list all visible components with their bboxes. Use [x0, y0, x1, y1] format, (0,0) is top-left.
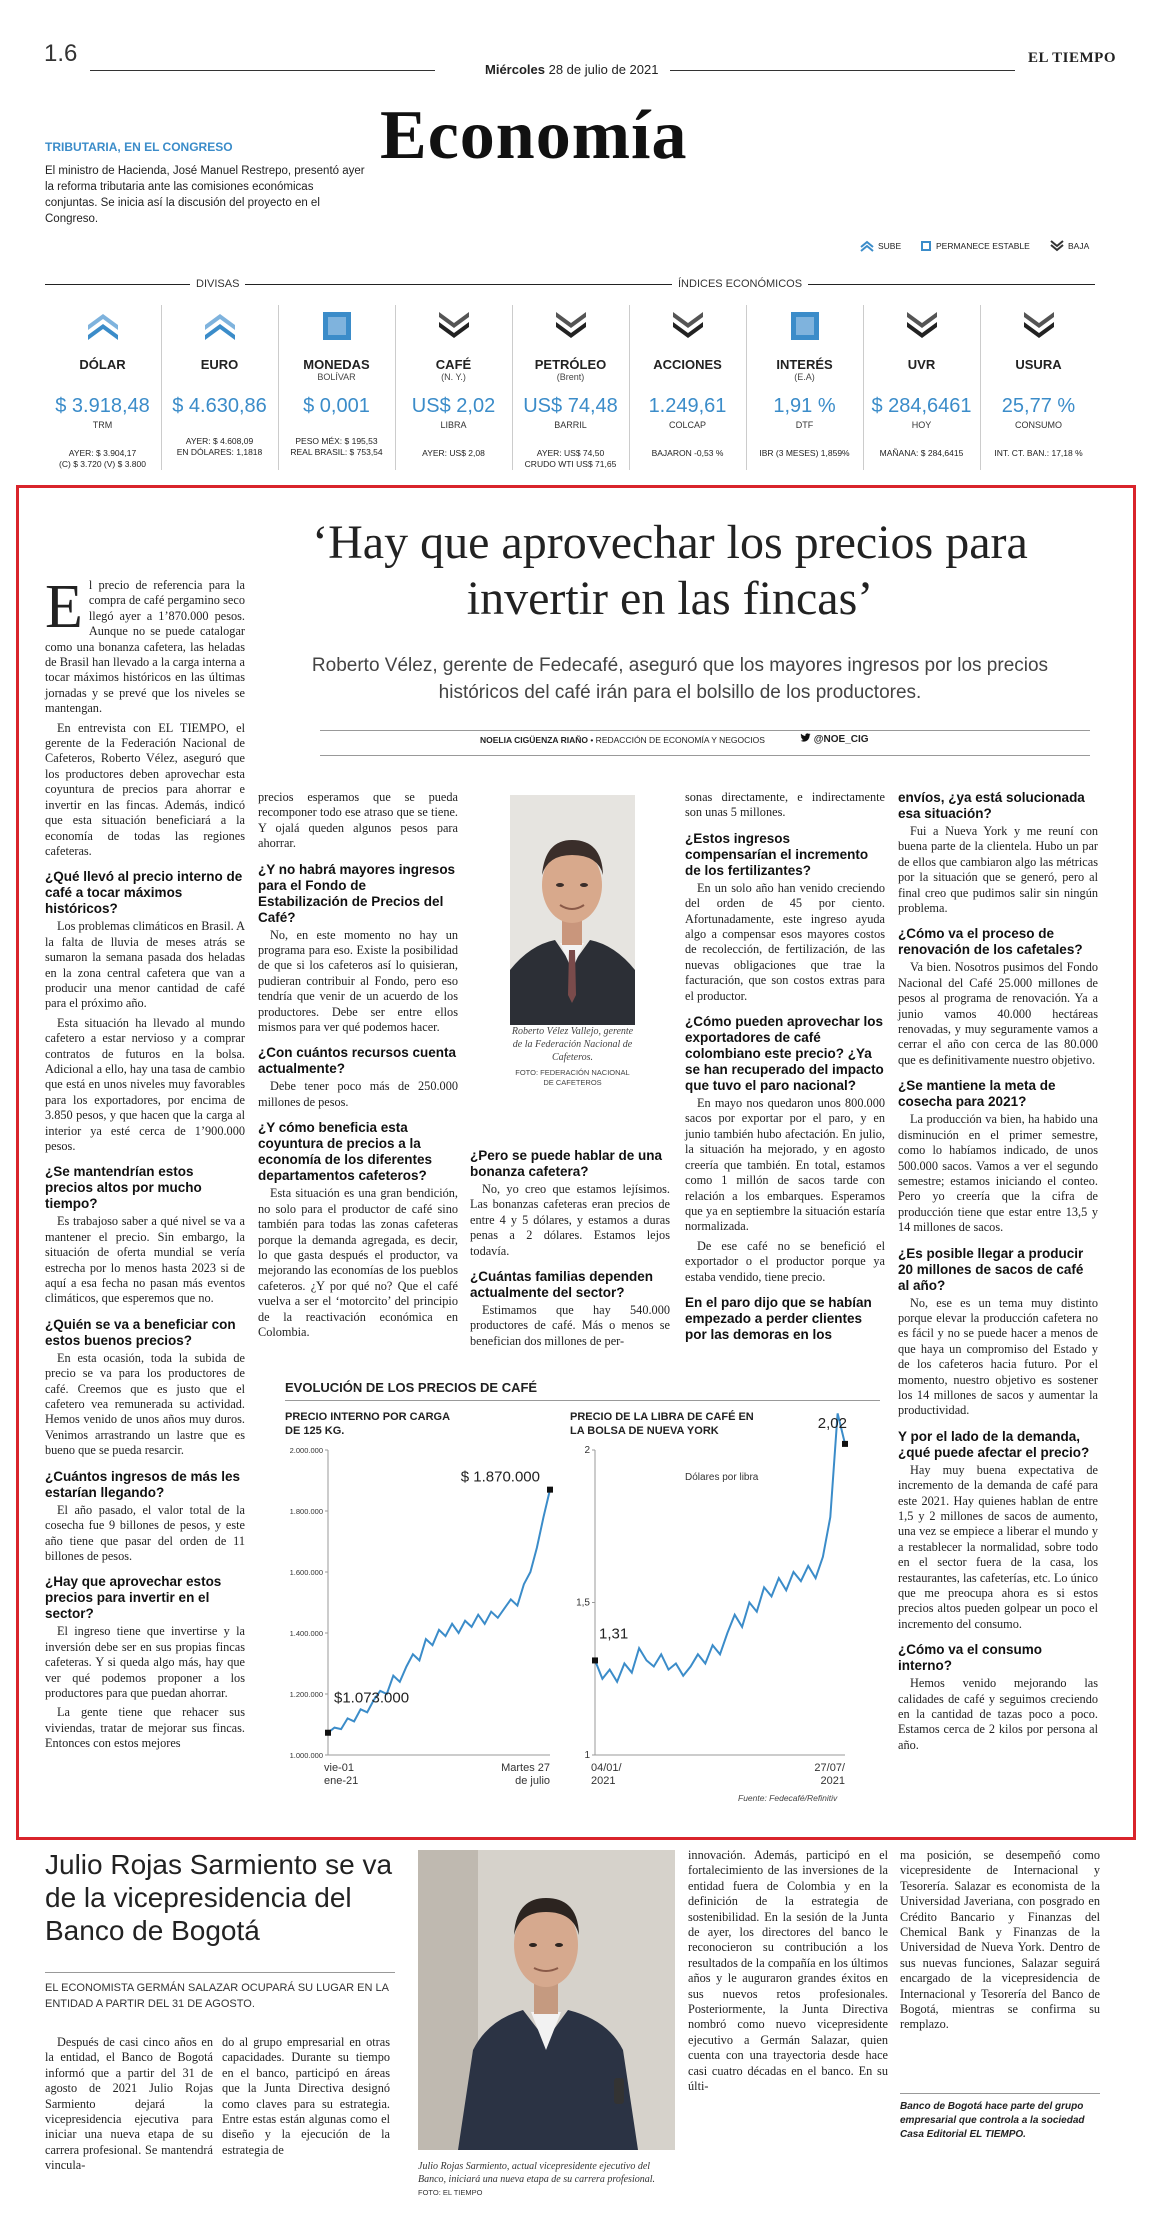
question: envíos, ¿ya está solucionada esa situación?: [898, 790, 1085, 821]
article-column-4: sonas directamente, e indirectamente son unas 5 millones. ¿Estos ingresos compensarían el incremento de los fertilizantes? En un solo año han venido creciendo del orden de 45 por ciento. Afortunadamente, este ingreso ayuda algo a compensar esos mayores costos de recolección, de fertilización, de las nuevas obligaciones que trae la facturación, que son costos extras para el productor. ¿Cómo pueden aprovechar los exportadores de café colombiano este precio? ¿Ya se han recuperado del impacto que tuvo el paro nacional? En mayo nos quedaron unos 800.000 sacos por exportar por el paro, y en junio también hubo afectación. En julio, la situación ha mejorado, y en agosto creería que también. En total, estamos como 1 millón de sacos tarde con relación a los embarques. Esperamos que ya en septiembre la situación estaría normalizada. De ese café no se benefició el exportador o el productor porque ya estaba vendido, tiene precio. En el paro dijo que se habían empezado a perder clientes por las demoras en los: [685, 790, 885, 1342]
indicator-sub: [981, 372, 1096, 382]
indicator-separator: [863, 305, 864, 470]
indicator-foot: IBR (3 MESES) 1,859%: [759, 448, 850, 458]
question: ¿Estos ingresos compensarían el incremento de los fertilizantes?: [685, 830, 869, 878]
indicator-euro: [162, 305, 277, 470]
stable-square-icon: [322, 311, 352, 341]
start-point: [592, 1657, 598, 1663]
indicator-dólar: [45, 305, 160, 470]
article-column-5: envíos, ¿ya está solucionada esa situación? Fui a Nueva York y me reuní con buena parte de la clientela. Hubo un par de ellos que cambiaron algo las métricas por la situación que se generó, pero al final creo que pudimos salir sin ningún problema. ¿Cómo va el proceso de renovación de los cafetales? Va bien. Nosotros pusimos del Fondo Nacional del Café 25.000 millones de pesos al programa de renovación. Ya a junio vamos 40.000 hectáreas renovadas, y muy seguramente vamos a cerrar el año con cerca de las 80.000 que es definitivamente nuestro objetivo. ¿Se mantiene la meta de cosecha para 2021? La producción va bien, ha habido una disminución en el primer semestre, como lo habíamos indicado, de unos 500.000 sacos. Vamos a ver el segundo semestre; estamos iniciando el conteo. Pero yo creería que la cifra de producción tiene que estar entre 13,5 y 14 millones de sacos. ¿Es posible llegar a producir 20 millones de sacos de café al año? No, ese es un tema muy distinto porque elevar la producción cafetera no es fácil y no se puede hacer a menos de que haya un compromiso del Estado y de los cafeteros hacia futuro. Por el momento, nuestro objetivo es sostener los 14 millones de sacos y aumentar la productividad. Y por el lado de la demanda, ¿qué puede afectar el precio? Hay muy buena expectativa de incremento de la demanda de café para este 2021. Hay quienes hablan de entre 1,5 y 2 millones de sacos de aumento, una vez se empiece a liberar el mundo y a restablecer la normalidad, sobre todo en el sector fuera de la casa, los restaurantes, las cafeterías, etc. Lo único que me preocupa ahora es si estos precios altos pueden golpear un poco el incremento del consumo. ¿Cómo va el consumo interno? Hemos venido mejorando las calidades de café y seguimos creciendo en la cantidad de tazas poco a poco. Estamos cerca de 2 kilos por persona al año.: [898, 790, 1098, 1752]
article2-column-1: Después de casi cinco años en la entidad, el Banco de Bogotá informó que a partir del 31 de agosto de 2021 Julio Rojas Sarmiento dejará la vicepresidencia ejecutiva para iniciar una nueva etapa de su carrera profesional. Se mantendrá vincula-: [45, 2035, 213, 2173]
indicator-separator: [395, 305, 396, 470]
indicator-sub: [630, 372, 745, 382]
x-end-label: Martes 27: [501, 1762, 550, 1774]
article2-rule: [45, 1972, 395, 1973]
chevron-down-icon: [1050, 240, 1064, 252]
indicator-sub: [864, 372, 979, 382]
chart2-title: PRECIO DE LA LIBRA DE CAFÉ EN LA BOLSA DE NUEVA YORK: [570, 1411, 754, 1437]
start-value-label: $1.073.000: [334, 1689, 410, 1707]
square-icon: [920, 240, 932, 252]
article-headline: ‘Hay que aprovechar los precios para invertir en las fincas’: [312, 516, 1028, 625]
indicator-foot: BAJARON -0,53 %: [651, 448, 724, 458]
byline-rule-bottom: [320, 755, 1090, 756]
x-start-label: 04/01/: [591, 1762, 622, 1774]
question: ¿Cuántos ingresos de más les estarían llegando?: [45, 1468, 241, 1500]
indicator-separator: [980, 305, 981, 470]
portrait-photo: [510, 795, 635, 1025]
indicator-café: [396, 305, 511, 470]
indicator-unit: BARRIL: [554, 420, 587, 430]
indicator-sub: (E.A): [794, 372, 815, 382]
drop-cap: E: [45, 573, 83, 641]
indicator-foot: AYER: $ 4.608,09 EN DÓLARES: 1,1818: [176, 436, 263, 457]
indicator-value: 1.249,61: [648, 395, 727, 417]
twitter-icon: [800, 733, 811, 743]
question: ¿Se mantendrían estos precios altos por mucho tiempo?: [45, 1164, 202, 1212]
y-tick-label: 1.800.000: [289, 1507, 323, 1516]
indicator-name: MONEDAS: [303, 357, 370, 372]
start-value-label: 1,31: [599, 1625, 629, 1643]
indicator-sub: BOLÍVAR: [317, 372, 356, 382]
y-tick-label: 1.600.000: [289, 1568, 323, 1577]
article2-column-2: do al grupo empresarial en otras capacidades. Durante su tiempo en el banco, participó en áreas que la Junta Directiva designó como claves para su estrategia. Entre estas están algunas como el diseño y la ejecución de la estrategia de: [222, 2035, 390, 2157]
question: ¿Qué llevó al precio interno de café a tocar máximos históricos?: [45, 869, 243, 917]
question: ¿Hay que aprovechar estos precios para invertir en el sector?: [45, 1574, 222, 1622]
end-value-label: $ 1.870.000: [460, 1468, 540, 1486]
x-start-label-2: 2021: [591, 1775, 616, 1787]
executive-photo: [418, 1850, 675, 2150]
indicator-foot: AYER: US$ 2,08: [422, 448, 485, 458]
indicator-unit: DTF: [795, 420, 814, 430]
indicator-name: UVR: [907, 357, 936, 372]
y-tick-label: 2.000.000: [289, 1446, 323, 1455]
indicator-monedas: [279, 305, 394, 470]
x-end-label-2: 2021: [820, 1775, 845, 1787]
header-rule-right: [670, 70, 1015, 71]
stable-square-icon: [790, 311, 820, 341]
question: ¿Cuántas familias dependen actualmente del sector?: [470, 1269, 654, 1301]
indicator-value: $ 0,001: [303, 395, 370, 417]
question: ¿Y cómo beneficia esta coyuntura de precios a la economía de los diferentes departamentos cafeteros?: [258, 1120, 433, 1184]
indicator-value: $ 4.630,86: [172, 395, 267, 417]
article2-headline: Julio Rojas Sarmiento se va de la vicepresidencia del Banco de Bogotá: [45, 1849, 393, 1946]
indicator-value: 1,91 %: [773, 395, 836, 417]
indicator-sub: [45, 372, 160, 382]
legend-up: SUBE: [860, 240, 901, 252]
byline: NOELIA CIGÜENZA RIAÑO • REDACCIÓN DE ECONOMÍA Y NEGOCIOS: [480, 735, 765, 745]
article-column-2: precios esperamos que se pueda recomponer todo ese atraso que se tiene. Y ojalá queden algunos pesos para ahorrar. ¿Y no habrá mayores ingresos para el Fondo de Estabilización de Precios del Café? No, en este momento no hay un programa para eso. Existe la posibilidad de que si los cafeteros así lo quisieran, pudieran contribuir al Fondo, pero eso tendría que venir de un acuerdo de los productores. Debe ser entre ellos mismos para ver qué podemos hacer. ¿Con cuántos recursos cuenta actualmente? Debe tener poco más de 250.000 millones de pesos. ¿Y cómo beneficia esta coyuntura de precios a la economía de los diferentes departamentos cafeteros? Esta situación es una gran bendición, no solo para el productor de café sino también para todas las zonas cafeteras porque la demanda agregada, es decir, lo que gasta después el productor, va mejorando las economías de los pueblos cafeteros. ¿Y por qué no? Que el café vuelva a ser el ‘motorcito’ del principio de la reactivación económica en Colombia.: [258, 790, 458, 1339]
trend-down-icon: [671, 311, 705, 341]
indicator-sub: (Brent): [556, 372, 585, 382]
question: ¿Cómo pueden aprovechar los exportadores de café colombiano este precio? ¿Ya se han recuperado del impacto que tuvo el paro nacional?: [685, 1014, 884, 1094]
trend-down-icon: [1022, 311, 1056, 341]
end-point: [547, 1487, 553, 1493]
trend-down-icon: [554, 311, 588, 341]
indicator-separator: [278, 305, 279, 470]
article2-photo-credit: FOTO: EL TIEMPO: [418, 2188, 483, 2197]
article2-sidenote: Banco de Bogotá hace parte del grupo empresarial que controla a la sociedad Casa Editorial EL TIEMPO.: [900, 2101, 1085, 2140]
trend-up-icon: [86, 311, 120, 341]
indicator-unit: COLCAP: [668, 420, 706, 430]
indicator-sub: [162, 372, 277, 382]
indicator-interés: [747, 305, 862, 470]
trend-up-icon: [203, 311, 237, 341]
group-label-divisas: DIVISAS: [190, 278, 245, 290]
indicator-value: $ 3.918,48: [55, 395, 150, 417]
question: ¿Con cuántos recursos cuenta actualmente?: [258, 1045, 457, 1077]
indicator-separator: [161, 305, 162, 470]
brand-logo: EL TIEMPO: [1028, 50, 1116, 66]
indicator-foot: AYER: US$ 74,50 CRUDO WTI US$ 71,65: [524, 448, 617, 469]
question: ¿Quién se va a beneficiar con estos buenos precios?: [45, 1316, 236, 1348]
indicator-name: DÓLAR: [79, 357, 126, 372]
indicator-foot: MAÑANA: $ 284,6415: [879, 448, 964, 458]
series-line: [595, 1413, 845, 1681]
indicator-usura: [981, 305, 1096, 470]
article2-column-3: innovación. Además, participó en el fortalecimiento de las inversiones de la entidad fuera de Colombia y en la definición de la estrategia de sostenibilidad. En la sesión de la Junta de ayer, los directores del banco le reconocieron su contribución a los resultados de la compañía en los últimos años y le auguraron grandes éxitos en sus nuevos retos profesionales. Posteriormente, la Junta Directiva nombró como nuevo vicepresidente ejecutivo a Germán Salazar, quien cuenta con una trayectoria desde hace casi cuatro décadas en el banco. En su últi-: [688, 1848, 888, 2094]
end-point: [842, 1441, 848, 1447]
indicator-separator: [629, 305, 630, 470]
charts-title-rule: [285, 1400, 880, 1401]
x-end-label: 27/07/: [814, 1762, 845, 1774]
indicator-value: $ 284,6461: [871, 395, 972, 417]
question: ¿Pero se puede hablar de una bonanza cafetera?: [470, 1148, 663, 1179]
trend-down-icon: [905, 311, 939, 341]
indicator-separator: [512, 305, 513, 470]
indicator-uvr: [864, 305, 979, 470]
question: ¿Y no habrá mayores ingresos para el Fondo de Estabilización de Precios del Café?: [258, 861, 456, 925]
indicator-acciones: [630, 305, 745, 470]
indicator-foot: PESO MÉX: $ 195,53 REAL BRASIL: $ 753,54: [290, 436, 383, 457]
issue-date: Miércoles 28 de julio de 2021: [485, 62, 659, 77]
article2-column-4: ma posición, se desempeñó como vicepresidente de Internacional y Tesorería. Salazar es economista de la Universidad Javeriana, con posgrado en Crédito Bancario y Finanzas del Chemical Bank y Finanzas de la Universidad de Nueva York. Dentro de sus nuevas funciones, Salazar seguirá encargado de la vicepresidencia de Internacional y Tesorería del Banco de Bogotá, mientras se confirma su remplazo.: [900, 1848, 1100, 2032]
indicator-name: PETRÓLEO: [534, 357, 607, 372]
indicator-value: US$ 74,48: [523, 395, 618, 417]
indicator-unit: CONSUMO: [1015, 420, 1062, 430]
question: ¿Cómo va el proceso de renovación de los cafetales?: [898, 926, 1083, 958]
section-title: Economía: [380, 97, 688, 174]
indicator-value: US$ 2,02: [411, 395, 496, 417]
legend-down: BAJA: [1050, 240, 1089, 252]
end-value-label: 2,02: [817, 1414, 847, 1432]
article-deck: Roberto Vélez, gerente de Fedecafé, aseguró que los mayores ingresos por los precios históricos del café irán para el bolsillo de los productores.: [311, 655, 1049, 703]
unit-label: Dólares por libra: [685, 1472, 759, 1483]
article2-deck: EL ECONOMISTA GERMÁN SALAZAR OCUPARÁ SU LUGAR EN LA ENTIDAD A PARTIR DEL 31 DE AGOSTO.: [45, 1982, 389, 2010]
article-column-1: El precio de referencia para la compra de café pergamino seco llegó ayer a 1’870.000 pesos. Aunque no se puede catalogar como una bonanza cafetera, las heladas de Brasil han llevado a la carga interna a tocar máximos históricos en las últimas jornadas y se prevé que los niveles se mantengan. En entrevista con EL TIEMPO, el gerente de la Federación Nacional de Cafeteros, Roberto Vélez, aseguró que los productores deben aprovechar esta coyuntura de precios para ahorrar e invertir en las fincas. Además, indicó que esta situación beneficiará a la economía de todas las regiones cafeteras. ¿Qué llevó al precio interno de café a tocar máximos históricos? Los problemas climáticos en Brasil. A la falta de lluvia de meses atrás se sumaron la semana pasada dos heladas en la zona central cafetera que van a producir una menor cantidad de café para el próximo año. Esta situación ha llevado al mundo cafetero a estar nervioso y a comprar contratos de futuros en la bolsa. Adicional a ello, hay una tasa de cambio que está en unos niveles muy favorables para los exportadores, por encima de 3.850 pesos, y que hacen que la carga al interior ya esté cerca de 1’900.000 pesos. ¿Se mantendrían estos precios altos por mucho tiempo? Es trabajoso saber a qué nivel se va a mantener el precio. Sin embargo, la situación de oferta mundial se vería estrecha por lo menos hasta 2023 si de aquí a esa fecha no pasan más eventos climáticos, que esperemos que no. ¿Quién se va a beneficiar con estos buenos precios? En esta ocasión, toda la subida de precio se va para los productores de café. Creemos que es justo que el cafetero vea remunerada su actividad. Hemos venido de unos años muy duros. Venimos arrastrando un lastre que es bueno que se pueda resarcir. ¿Cuántos ingresos de más les estarían llegando? El año pasado, el valor total de la cosecha fue 9 billones de pesos, y este año tiene que pasar del orden de 11 billones de pesos. ¿Hay que aprovechar estos precios para invertir en el sector? El ingreso tiene que invertirse y la inversión debe ser en sus propias fincas cafeteras. Y si queda algo más, hay que ver qué podemos proponer a los productores para que puedan ahorrar. La gente tiene que rehacer sus viviendas, tratar de mejorar sus fincas. Entonces con estos mejores: [45, 573, 245, 1751]
question: ¿Se mantiene la meta de cosecha para 2021?: [898, 1078, 1056, 1110]
indicator-value: 25,77 %: [1001, 395, 1076, 417]
x-start-label-2: ene-21: [324, 1775, 359, 1787]
brief-text: El ministro de Hacienda, José Manuel Restrepo, presentó ayer la reforma tributaria ante las comisiones económicas conjuntas. Se inicia así la discusión del proyecto en el Congreso.: [45, 165, 365, 225]
y-tick-label: 2: [584, 1445, 590, 1456]
y-tick-label: 1: [584, 1750, 590, 1761]
twitter-handle: @NOE_CIG: [800, 733, 869, 745]
sidenote-rule: [900, 2093, 1100, 2094]
article2-photo-caption: Julio Rojas Sarmiento, actual vicepresidente ejecutivo del Banco, iniciará una nueva etapa de su carrera profesional. FOTO: EL TIEMPO: [418, 2161, 656, 2197]
y-tick-label: 1,5: [576, 1597, 590, 1609]
question: ¿Es posible llegar a producir 20 millones de sacos de café al año?: [898, 1245, 1084, 1293]
header-rule-left: [90, 70, 435, 71]
chart1-title: PRECIO INTERNO POR CARGA DE 125 KG.: [285, 1411, 450, 1437]
indicator-separator: [746, 305, 747, 470]
byline-rule: [320, 730, 1090, 731]
article-column-3: ¿Pero se puede hablar de una bonanza cafetera? No, yo creo que estamos lejísimos. Las bonanzas cafeteras eran precios de entre 4 y 5 dólares, y estamos a duras penas a 2 dólares. Estamos lejos todavía. ¿Cuántas familias dependen actualmente del sector? Estimamos que hay 540.000 productores de café. Más o menos se benefician dos millones de per-: [470, 1148, 670, 1348]
indicator-foot: AYER: $ 3.904,17 (C) $ 3.720 (V) $ 3.800: [59, 448, 146, 469]
y-tick-label: 1.000.000: [289, 1751, 323, 1760]
x-start-label: vie-01: [324, 1762, 354, 1774]
indicator-unit: TRM: [92, 420, 113, 430]
page-number: 1.6: [44, 40, 78, 67]
photo-caption: Roberto Vélez Vallejo, gerente de la Federación Nacional de Cafeteros. FOTO: FEDERACIÓN NACIONAL DE CAFETEROS: [511, 1026, 634, 1087]
photo-credit: FOTO: FEDERACIÓN NACIONAL DE CAFETEROS: [515, 1068, 630, 1087]
trend-down-icon: [437, 311, 471, 341]
indicator-unit: HOY: [911, 420, 932, 430]
indicator-name: CAFÉ: [435, 357, 472, 372]
indicator-name: USURA: [1015, 357, 1062, 372]
chart-source: Fuente: Fedecafé/Refinitiv: [738, 1793, 838, 1803]
y-tick-label: 1.200.000: [289, 1690, 323, 1699]
indicator-foot: INT. CT. BAN.: 17,18 %: [994, 448, 1083, 458]
indicator-sub: (N. Y.): [441, 372, 466, 382]
y-tick-label: 1.400.000: [289, 1629, 323, 1638]
brief-kicker: TRIBUTARIA, EN EL CONGRESO: [45, 140, 233, 154]
charts-title: EVOLUCIÓN DE LOS PRECIOS DE CAFÉ: [285, 1380, 538, 1395]
question: ¿Cómo va el consumo interno?: [898, 1642, 1043, 1674]
indicator-name: ACCIONES: [653, 357, 722, 372]
group-label-indices: ÍNDICES ECONÓMICOS: [672, 278, 808, 290]
indicator-unit: LIBRA: [440, 420, 467, 430]
start-point: [325, 1730, 331, 1736]
question: En el paro dijo que se habían empezado a perder clientes por las demoras en los: [685, 1294, 872, 1342]
indicator-petróleo: [513, 305, 628, 470]
legend-stable: PERMANECE ESTABLE: [920, 240, 1030, 252]
chart-internal-price: [280, 1440, 560, 1790]
chevron-up-icon: [860, 240, 874, 252]
indicator-name: INTERÉS: [776, 357, 833, 372]
x-end-label-2: de julio: [515, 1775, 550, 1787]
question: Y por el lado de la demanda, ¿qué puede afectar el precio?: [898, 1428, 1090, 1460]
indicator-name: EURO: [200, 357, 239, 372]
